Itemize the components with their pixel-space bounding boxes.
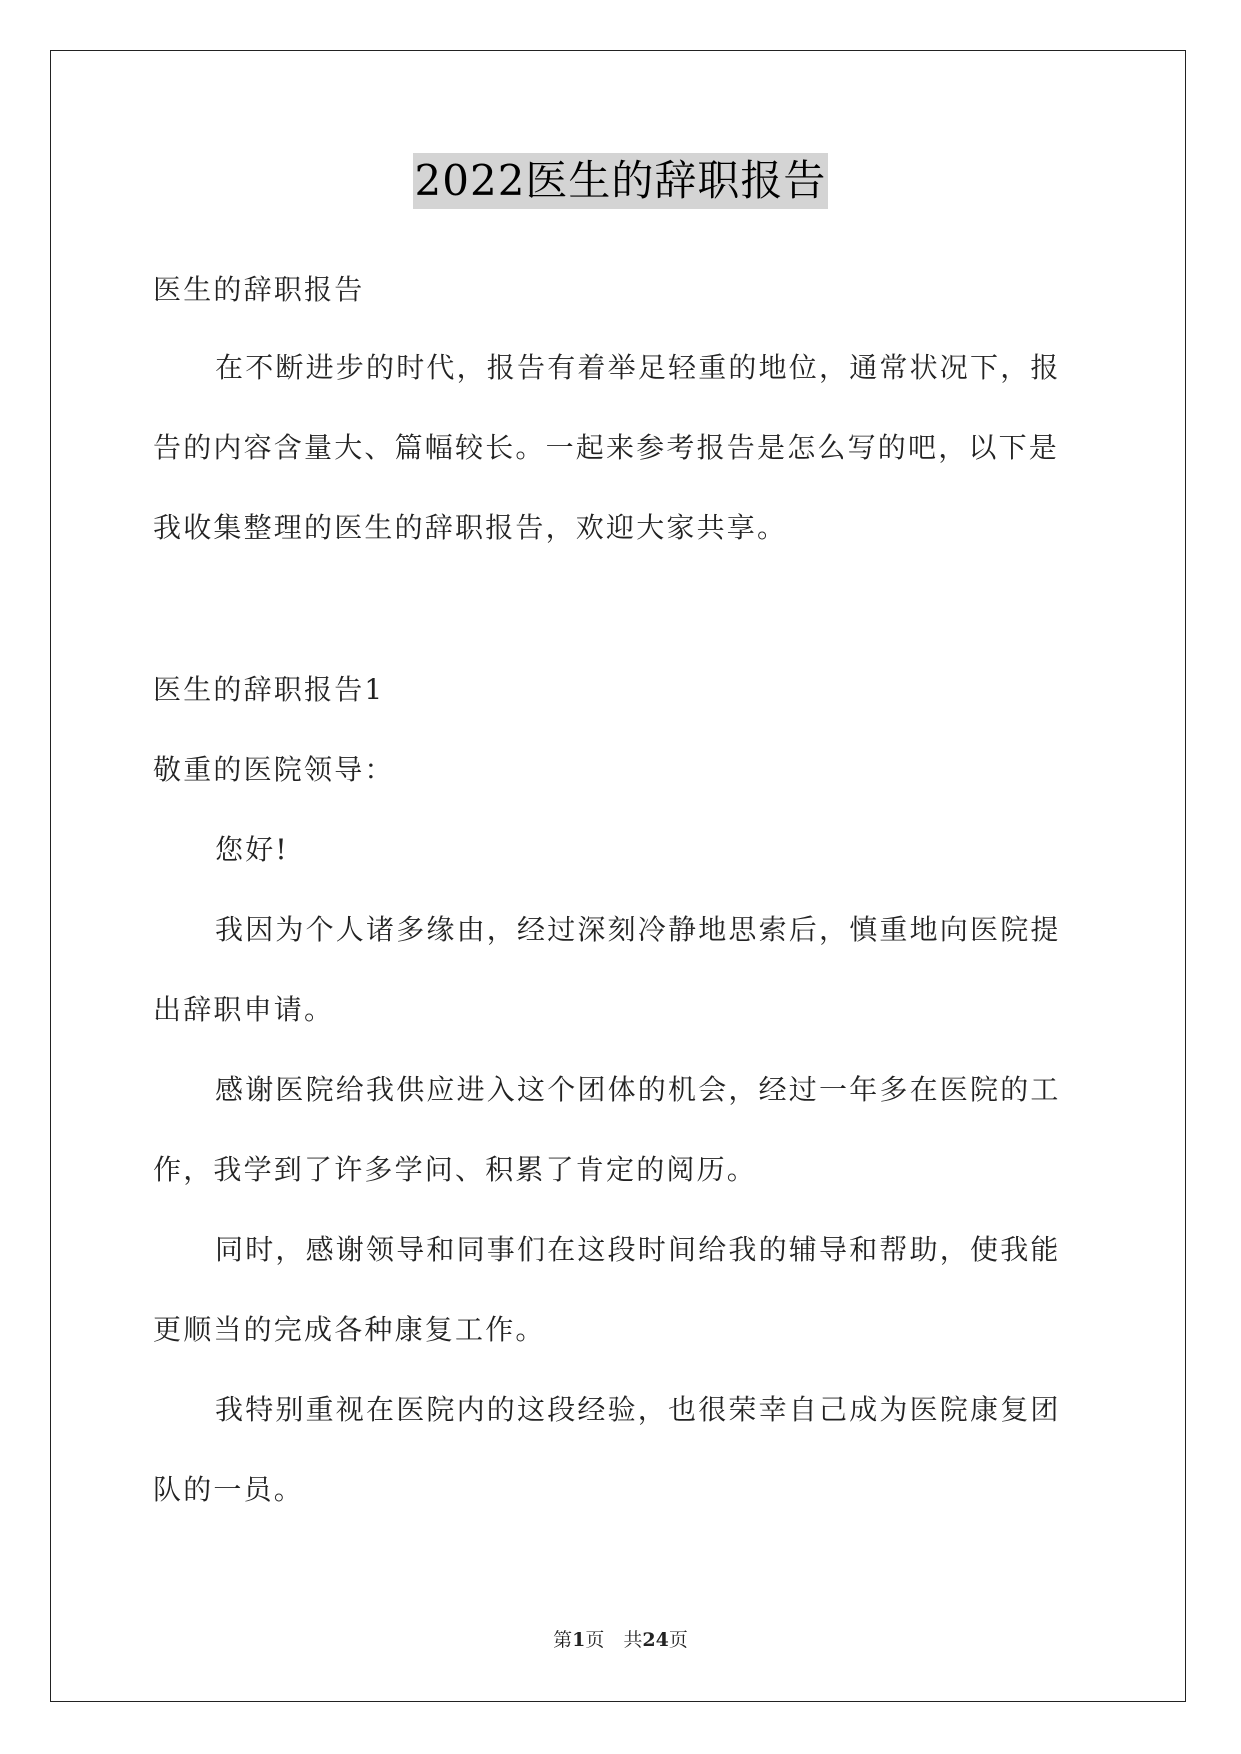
- footer-page-total: 24: [642, 1629, 669, 1651]
- subtitle: 医生的辞职报告: [153, 273, 365, 306]
- paragraph-line: 我因为个人诸多缘由，经过深刻冷静地思索后，慎重地向医院提: [215, 913, 1061, 946]
- footer-suffix: 页: [668, 1629, 688, 1651]
- paragraph-line: 出辞职申请。: [153, 993, 335, 1026]
- paragraph-line: 队的一员。: [153, 1473, 305, 1506]
- footer-prefix: 第: [553, 1629, 573, 1651]
- greeting: 您好!: [215, 833, 289, 866]
- paragraph-line: 我收集整理的医生的辞职报告，欢迎大家共享。: [153, 511, 788, 544]
- footer-middle: 页 共: [585, 1629, 643, 1651]
- footer-page-number: 1: [572, 1629, 586, 1651]
- paragraph-line: 我特别重视在医院内的这段经验，也很荣幸自己成为医院康复团: [215, 1393, 1061, 1426]
- paragraph-line: 更顺当的完成各种康复工作。: [153, 1313, 546, 1346]
- salutation: 敬重的医院领导：: [153, 753, 395, 786]
- title-container: [0, 153, 1241, 209]
- paragraph-line: 告的内容含量大、篇幅较长。一起来参考报告是怎么写的吧，以下是: [153, 431, 1060, 464]
- paragraph-line: 同时，感谢领导和同事们在这段时间给我的辅导和帮助，使我能: [215, 1233, 1061, 1266]
- section-heading: 医生的辞职报告1: [153, 673, 385, 706]
- paragraph-line: 感谢医院给我供应进入这个团体的机会，经过一年多在医院的工: [215, 1073, 1061, 1106]
- paragraph-line: 作，我学到了许多学问、积累了肯定的阅历。: [153, 1153, 758, 1186]
- document-title: 2022医生的辞职报告: [413, 153, 829, 209]
- page-footer: [0, 1628, 1241, 1652]
- paragraph-line: 在不断进步的时代，报告有着举足轻重的地位，通常状况下，报: [215, 351, 1061, 384]
